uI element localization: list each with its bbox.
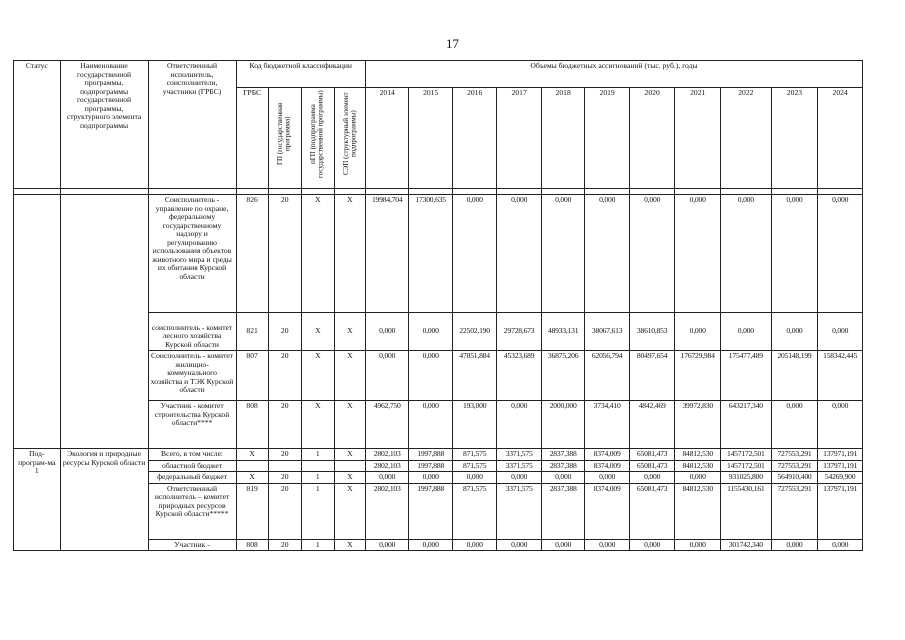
value-cell: 137971,191 xyxy=(818,449,863,461)
value-cell: 65081,473 xyxy=(629,483,675,539)
header-gp xyxy=(268,88,301,189)
header-year: 2014 xyxy=(365,88,408,189)
value-cell: 0,000 xyxy=(720,313,771,351)
grbs-cell: 808 xyxy=(236,401,268,449)
value-cell: 4842,469 xyxy=(629,401,675,449)
value-cell: 17300,635 xyxy=(409,195,452,313)
sep-cell: X xyxy=(334,401,365,449)
header-pgp-text: пГП (подпрограмма государственной программы) xyxy=(309,90,325,178)
header-budget-code: Код бюджетной классификации xyxy=(236,61,365,88)
value-cell: 158342,445 xyxy=(818,351,863,401)
pgp-cell: 1 xyxy=(301,483,334,539)
value-cell: 65081,473 xyxy=(629,460,675,472)
value-cell: 176729,984 xyxy=(675,351,721,401)
value-cell: 0,000 xyxy=(409,401,452,449)
executor-cell: федеральный бюджет xyxy=(148,472,236,484)
gp-cell: 20 xyxy=(268,351,301,401)
value-cell: 871,575 xyxy=(452,449,497,461)
sep-cell: X xyxy=(334,449,365,461)
value-cell: 871,575 xyxy=(452,483,497,539)
table-row xyxy=(14,449,863,461)
header-year: 2016 xyxy=(452,88,497,189)
gp-cell: 20 xyxy=(268,313,301,351)
executor-cell: Всего, в том числе: xyxy=(148,449,236,461)
value-cell: 0,000 xyxy=(409,313,452,351)
value-cell: 29728,673 xyxy=(497,313,542,351)
value-cell: 0,000 xyxy=(818,539,863,551)
subprogram-name: Экология и природные ресурсы Курской области xyxy=(60,449,148,551)
header-year: 2024 xyxy=(818,88,863,189)
grbs-cell: 821 xyxy=(236,313,268,351)
value-cell: 36875,206 xyxy=(541,351,584,401)
value-cell: 0,000 xyxy=(585,195,630,313)
header-year: 2019 xyxy=(585,88,630,189)
page-number: 17 xyxy=(446,36,459,51)
value-cell: 0,000 xyxy=(365,351,408,401)
value-cell: 0,000 xyxy=(771,313,818,351)
value-cell: 871,575 xyxy=(452,460,497,472)
table-row xyxy=(14,195,863,313)
header-year: 2022 xyxy=(720,88,771,189)
header-year: 2015 xyxy=(409,88,452,189)
value-cell: 643217,340 xyxy=(720,401,771,449)
header-status: Статус xyxy=(14,61,61,189)
header-year: 2020 xyxy=(629,88,675,189)
value-cell: 54269,900 xyxy=(818,472,863,484)
pgp-cell xyxy=(301,460,334,472)
value-cell: 84812,530 xyxy=(675,460,721,472)
value-cell: 727553,291 xyxy=(771,460,818,472)
header-year: 2023 xyxy=(771,88,818,189)
value-cell: 0,000 xyxy=(541,195,584,313)
header-year: 2021 xyxy=(675,88,721,189)
pgp-cell: X xyxy=(301,351,334,401)
value-cell: 0,000 xyxy=(452,472,497,484)
value-cell: 39972,830 xyxy=(675,401,721,449)
value-cell: 205148,199 xyxy=(771,351,818,401)
value-cell: 3371,575 xyxy=(497,460,542,472)
gp-cell: 20 xyxy=(268,483,301,539)
value-cell: 45323,689 xyxy=(497,351,542,401)
header-year: 2018 xyxy=(541,88,584,189)
value-cell: 2837,388 xyxy=(541,460,584,472)
value-cell: 80497,654 xyxy=(629,351,675,401)
gp-cell: 20 xyxy=(268,539,301,551)
value-cell: 137971,191 xyxy=(818,483,863,539)
pgp-cell: 1 xyxy=(301,472,334,484)
executor-cell: Участник - комитет строительства Курской области**** xyxy=(148,401,236,449)
value-cell: 22502,190 xyxy=(452,313,497,351)
header-pgp xyxy=(301,88,334,189)
sep-cell: X xyxy=(334,483,365,539)
value-cell: 0,000 xyxy=(365,539,408,551)
value-cell: 0,000 xyxy=(675,313,721,351)
header-row-1 xyxy=(14,61,863,88)
value-cell: 0,000 xyxy=(818,313,863,351)
value-cell: 0,000 xyxy=(409,351,452,401)
header-sep-text: СЭП (структурный элемент подпрограммы) xyxy=(341,92,357,176)
grbs-cell: 807 xyxy=(236,351,268,401)
header-program-name: Наименование государственной программы, подпрограммы государственной программы, структурного элемента подпрограммы xyxy=(60,61,148,189)
value-cell: 1997,888 xyxy=(409,483,452,539)
value-cell: 0,000 xyxy=(452,539,497,551)
gp-cell: 20 xyxy=(268,195,301,313)
sep-cell: X xyxy=(334,472,365,484)
value-cell: 1155430,161 xyxy=(720,483,771,539)
executor-cell: областной бюджет xyxy=(148,460,236,472)
value-cell: 0,000 xyxy=(409,472,452,484)
gp-cell: 20 xyxy=(268,401,301,449)
value-cell: 0,000 xyxy=(629,539,675,551)
value-cell: 84812,530 xyxy=(675,483,721,539)
value-cell: 65081,473 xyxy=(629,449,675,461)
value-cell: 8374,009 xyxy=(585,483,630,539)
value-cell: 0,000 xyxy=(771,539,818,551)
value-cell: 0,000 xyxy=(497,539,542,551)
value-cell: 8374,009 xyxy=(585,449,630,461)
value-cell: 0,000 xyxy=(365,313,408,351)
value-cell: 3734,410 xyxy=(585,401,630,449)
value-cell: 47851,884 xyxy=(452,351,497,401)
pgp-cell: X xyxy=(301,313,334,351)
header-sep xyxy=(334,88,365,189)
grbs-cell: X xyxy=(236,472,268,484)
pgp-cell: X xyxy=(301,401,334,449)
value-cell: 2837,388 xyxy=(541,449,584,461)
value-cell: 727553,291 xyxy=(771,483,818,539)
pgp-cell: X xyxy=(301,195,334,313)
executor-cell: соисполнитель - комитет лесного хозяйства Курской области xyxy=(148,313,236,351)
value-cell: 2837,388 xyxy=(541,483,584,539)
executor-cell: Соисполнитель - комитет жилищно-коммунального хозяйства и ТЭК Курской области xyxy=(148,351,236,401)
grbs-cell: X xyxy=(236,449,268,461)
grbs-cell xyxy=(236,460,268,472)
value-cell: 38067,613 xyxy=(585,313,630,351)
value-cell: 1997,888 xyxy=(409,449,452,461)
value-cell: 0,000 xyxy=(365,472,408,484)
value-cell: 137971,191 xyxy=(818,460,863,472)
value-cell: 727553,291 xyxy=(771,449,818,461)
value-cell: 0,000 xyxy=(629,472,675,484)
value-cell: 8374,009 xyxy=(585,460,630,472)
value-cell: 1457172,501 xyxy=(720,460,771,472)
grbs-cell: 808 xyxy=(236,539,268,551)
executor-cell: Соисполнитель - управление по охране, федеральному государственному надзору и регулированию использования объектов животного мира и среды их обитания Курской области xyxy=(148,195,236,313)
value-cell: 0,000 xyxy=(818,195,863,313)
executor-cell: Ответственный исполнитель – комитет природных ресурсов Курской области***** xyxy=(148,483,236,539)
value-cell: 0,000 xyxy=(497,401,542,449)
value-cell: 175477,489 xyxy=(720,351,771,401)
status-cell xyxy=(14,195,61,449)
value-cell: 2802,103 xyxy=(365,449,408,461)
value-cell: 38610,853 xyxy=(629,313,675,351)
executor-cell: Участник - xyxy=(148,539,236,551)
value-cell: 1457172,501 xyxy=(720,449,771,461)
sep-cell: X xyxy=(334,195,365,313)
budget-table xyxy=(13,60,863,551)
value-cell: 19984,704 xyxy=(365,195,408,313)
grbs-cell: 826 xyxy=(236,195,268,313)
value-cell: 4962,750 xyxy=(365,401,408,449)
value-cell: 0,000 xyxy=(818,401,863,449)
sep-cell: X xyxy=(334,539,365,551)
program-name-cell xyxy=(60,195,148,449)
header-executor: Ответственный исполнитель, соисполнители, участники (ГРБС) xyxy=(148,61,236,189)
value-cell: 2000,000 xyxy=(541,401,584,449)
value-cell: 48933,131 xyxy=(541,313,584,351)
value-cell: 0,000 xyxy=(771,401,818,449)
value-cell: 0,000 xyxy=(771,195,818,313)
value-cell: 0,000 xyxy=(675,539,721,551)
pgp-cell: 1 xyxy=(301,449,334,461)
value-cell: 0,000 xyxy=(497,472,542,484)
sep-cell: X xyxy=(334,313,365,351)
value-cell: 931025,800 xyxy=(720,472,771,484)
value-cell: 0,000 xyxy=(409,539,452,551)
value-cell: 0,000 xyxy=(541,539,584,551)
gp-cell: 20 xyxy=(268,472,301,484)
header-gp-text: ГП (государственная программа) xyxy=(276,102,292,166)
gp-cell: 20 xyxy=(268,449,301,461)
value-cell: 62056,794 xyxy=(585,351,630,401)
value-cell: 301742,340 xyxy=(720,539,771,551)
sep-cell xyxy=(334,460,365,472)
value-cell: 0,000 xyxy=(675,472,721,484)
value-cell: 0,000 xyxy=(497,195,542,313)
value-cell: 564910,400 xyxy=(771,472,818,484)
subprogram-status: Под-програм-ма 1 xyxy=(14,449,61,551)
grbs-cell: 819 xyxy=(236,483,268,539)
gp-cell xyxy=(268,460,301,472)
header-year: 2017 xyxy=(497,88,542,189)
value-cell: 3371,575 xyxy=(497,483,542,539)
value-cell: 0,000 xyxy=(541,472,584,484)
value-cell: 0,000 xyxy=(675,195,721,313)
value-cell: 0,000 xyxy=(452,195,497,313)
value-cell: 1997,888 xyxy=(409,460,452,472)
value-cell: 2802,103 xyxy=(365,483,408,539)
value-cell: 0,000 xyxy=(629,195,675,313)
value-cell: 84812,530 xyxy=(675,449,721,461)
value-cell: 0,000 xyxy=(585,472,630,484)
value-cell: 0,000 xyxy=(585,539,630,551)
sep-cell: X xyxy=(334,351,365,401)
value-cell: 3371,575 xyxy=(497,449,542,461)
header-allocations: Объемы бюджетных ассигнований (тыс. руб.), годы xyxy=(365,61,862,88)
value-cell: 0,000 xyxy=(720,195,771,313)
value-cell: 193,000 xyxy=(452,401,497,449)
header-grbs: ГРБС xyxy=(236,88,268,189)
value-cell: 2802,103 xyxy=(365,460,408,472)
pgp-cell: 1 xyxy=(301,539,334,551)
